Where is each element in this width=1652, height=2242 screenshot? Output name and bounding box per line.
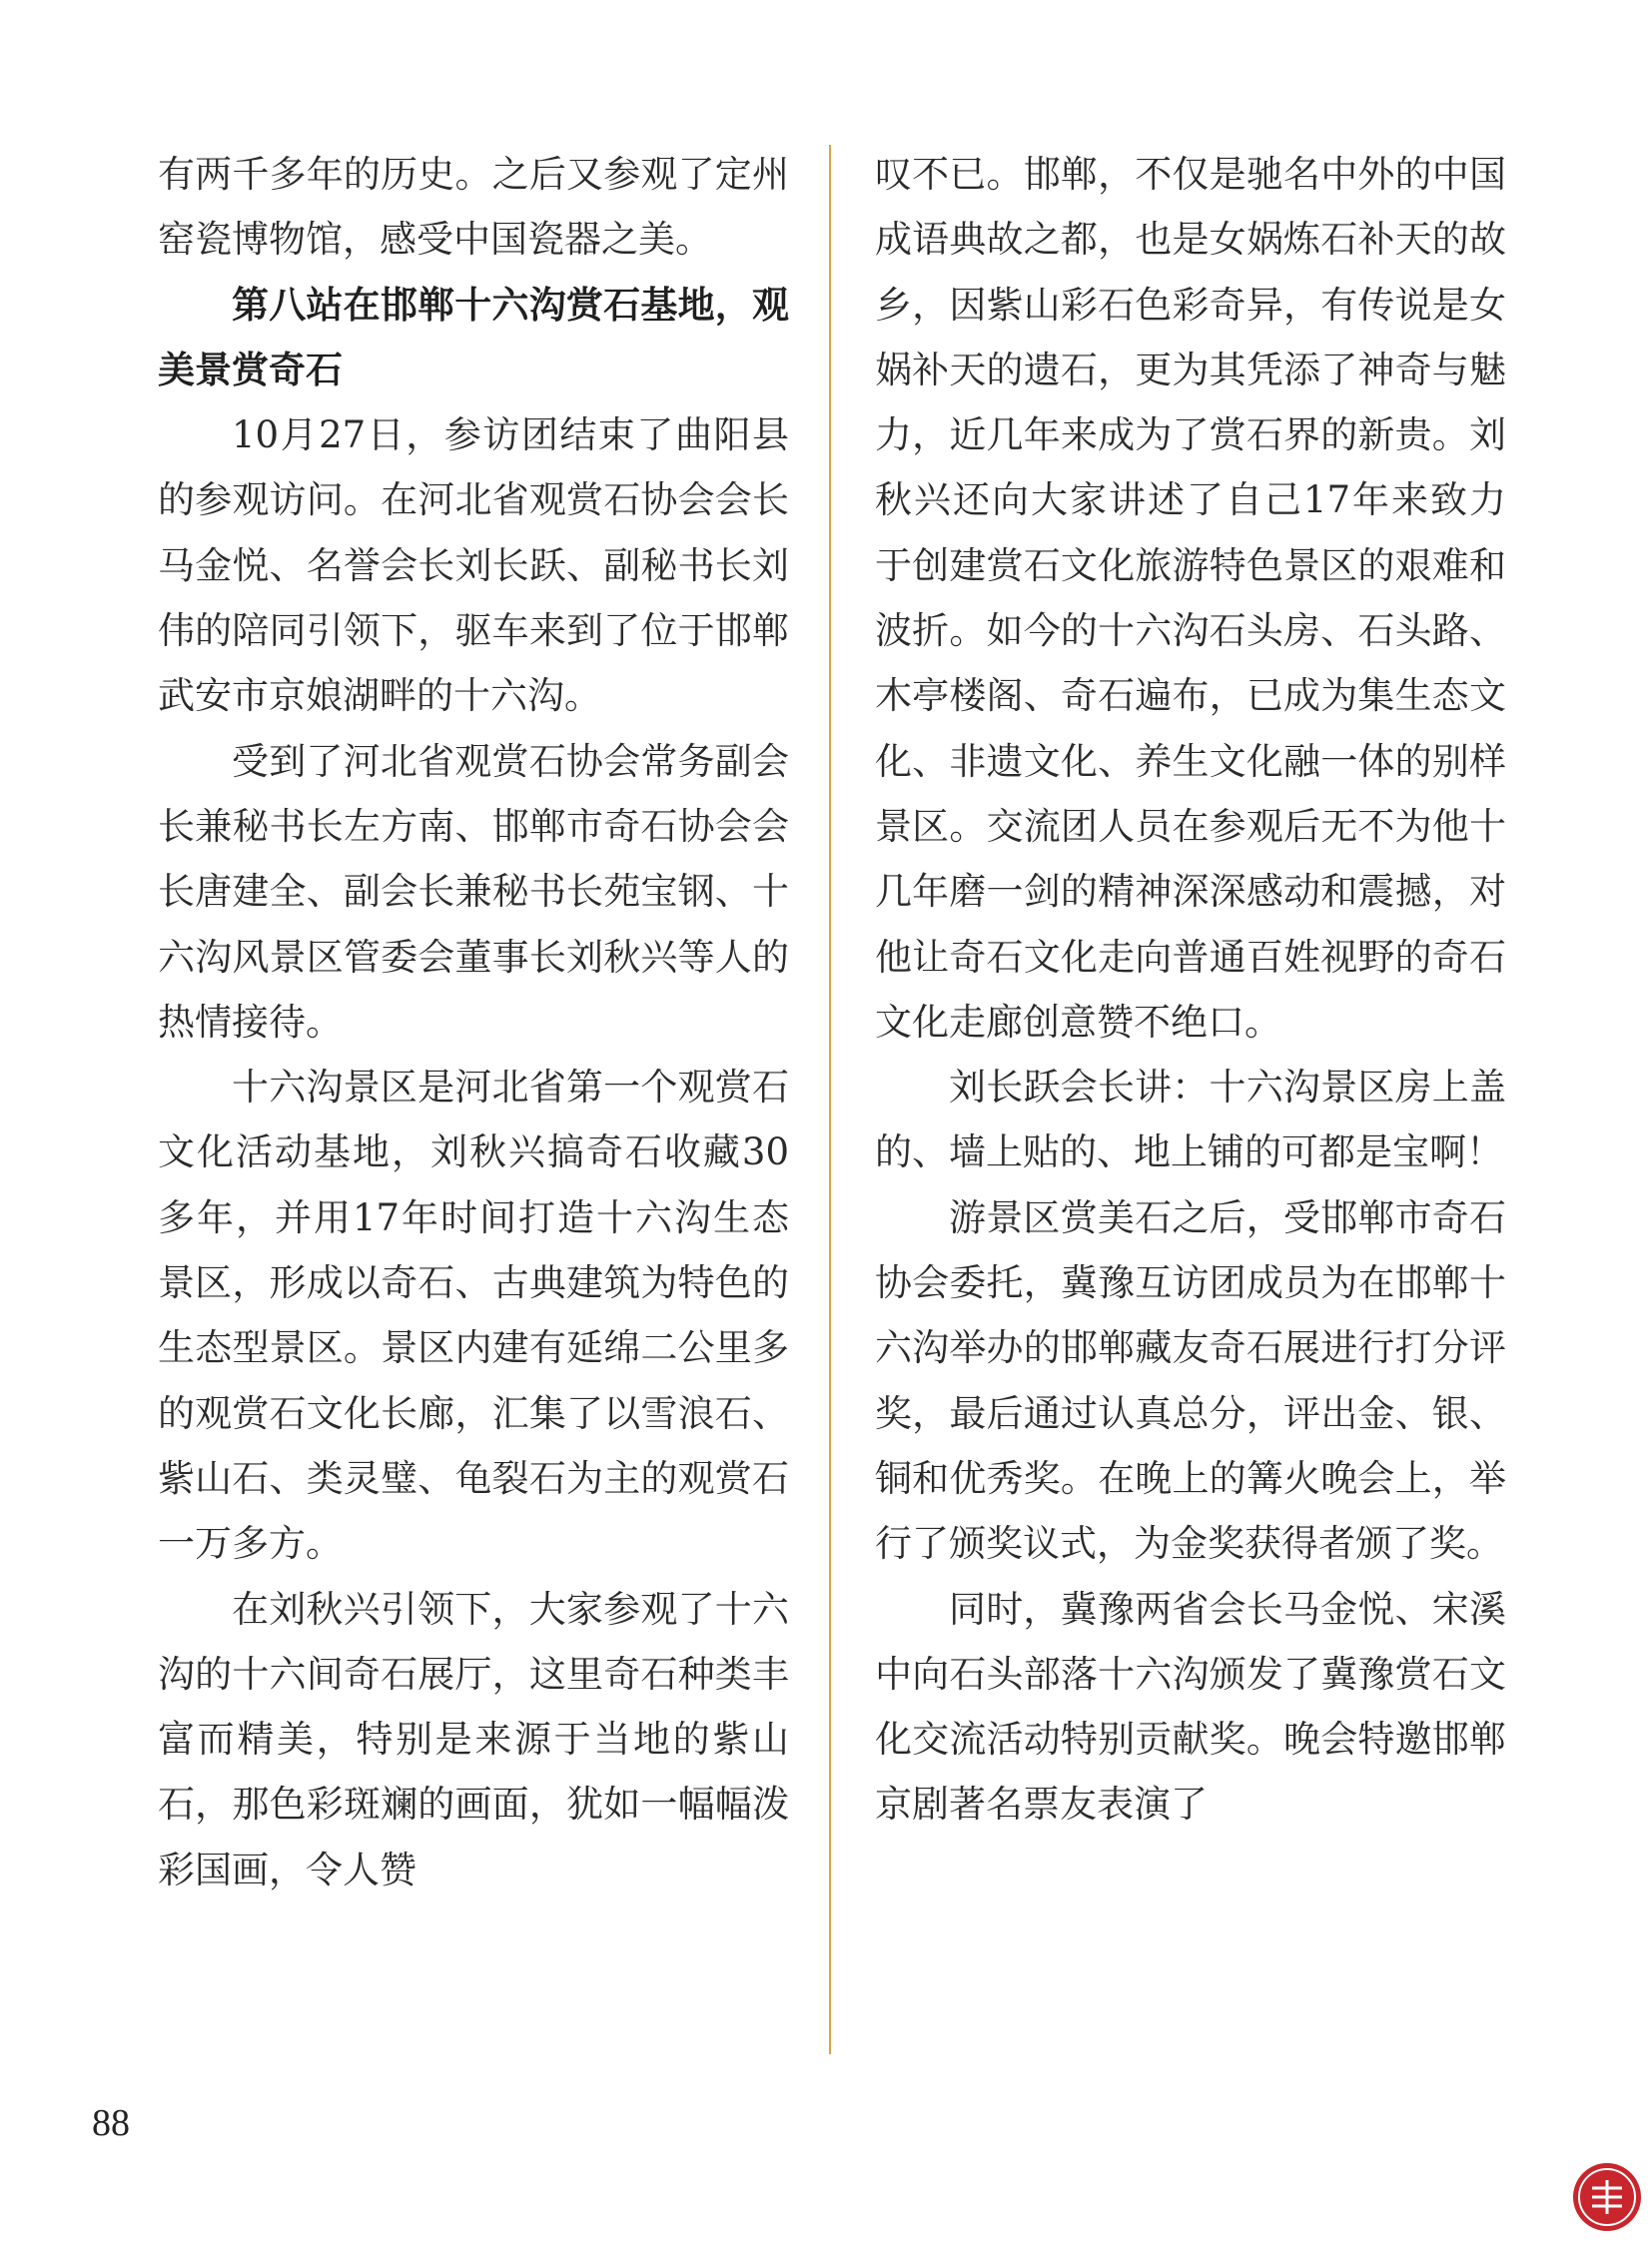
column-divider (829, 145, 831, 2054)
paragraph: 在刘秋兴引领下，大家参观了十六沟的十六间奇石展厅，这里奇石种类丰富而精美，特别是来源于当地的紫山石，那色彩斑斓的画面，犹如一幅幅泼彩国画，令人赞 (158, 1587, 789, 1891)
paragraph: 十六沟景区是河北省第一个观赏石文化活动基地，刘秋兴搞奇石收藏30多年，并用17年时间打造十六沟生态景区，形成以奇石、古典建筑为特色的生态型景区。景区内建有延绵二公里多的观赏石文化长廊，汇集了以雪浪石、紫山石、类灵璧、龟裂石为主的观赏石一万多方。 (158, 1066, 789, 1566)
paragraph-continuation: 有两千多年的历史。之后又参观了定州窑瓷博物馆，感受中国瓷器之美。 (158, 153, 789, 262)
right-column (875, 142, 1506, 1838)
paragraph: 受到了河北省观赏石协会常务副会长兼秘书长左方南、邯郸市奇石协会会长唐建全、副会长兼秘书长苑宝钢、十六沟风景区管委会董事长刘秋兴等人的热情接待。 (158, 739, 789, 1044)
paragraph: 10月27日，参访团结束了曲阳县的参观访问。在河北省观赏石协会会长马金悦、名誉会长刘长跃、副秘书长刘伟的陪同引领下，驱车来到了位于邯郸武安市京娘湖畔的十六沟。 (158, 413, 789, 718)
left-column (158, 142, 789, 1902)
site-logo-stamp-icon (1570, 2160, 1644, 2234)
paragraph: 同时，冀豫两省会长马金悦、宋溪中向石头部落十六沟颁发了冀豫赏石文化交流活动特别贡献奖。晚会特邀邯郸京剧著名票友表演了 (875, 1587, 1506, 1827)
paragraph: 刘长跃会长讲：十六沟景区房上盖的、墙上贴的、地上铺的可都是宝啊！ (875, 1066, 1506, 1174)
paragraph: 游景区赏美石之后，受邯郸市奇石协会委托，冀豫互访团成员为在邯郸十六沟举办的邯郸藏友奇石展进行打分评奖，最后通过认真总分，评出金、银、铜和优秀奖。在晚上的篝火晚会上，举行了颁奖议式，为金奖获得者颁了奖。 (875, 1195, 1506, 1566)
page-number: 88 (92, 2102, 130, 2144)
section-heading: 第八站在邯郸十六沟赏石基地，观美景赏奇石 (158, 282, 789, 391)
paragraph-continuation: 叹不已。邯郸，不仅是驰名中外的中国成语典故之都，也是女娲炼石补天的故乡，因紫山彩石色彩奇异，有传说是女娲补天的遗石，更为其凭添了神奇与魅力，近几年来成为了赏石界的新贵。刘秋兴还向大家讲述了自己17年来致力于创建赏石文化旅游特色景区的艰难和波折。如今的十六沟石头房、石头路、木亭楼阁、奇石遍布，已成为集生态文化、非遗文化、养生文化融一体的别样景区。交流团人员在参观后无不为他十几年磨一剑的精神深深感动和震撼，对他让奇石文化走向普通百姓视野的奇石文化走廊创意赞不绝口。 (875, 153, 1506, 1044)
